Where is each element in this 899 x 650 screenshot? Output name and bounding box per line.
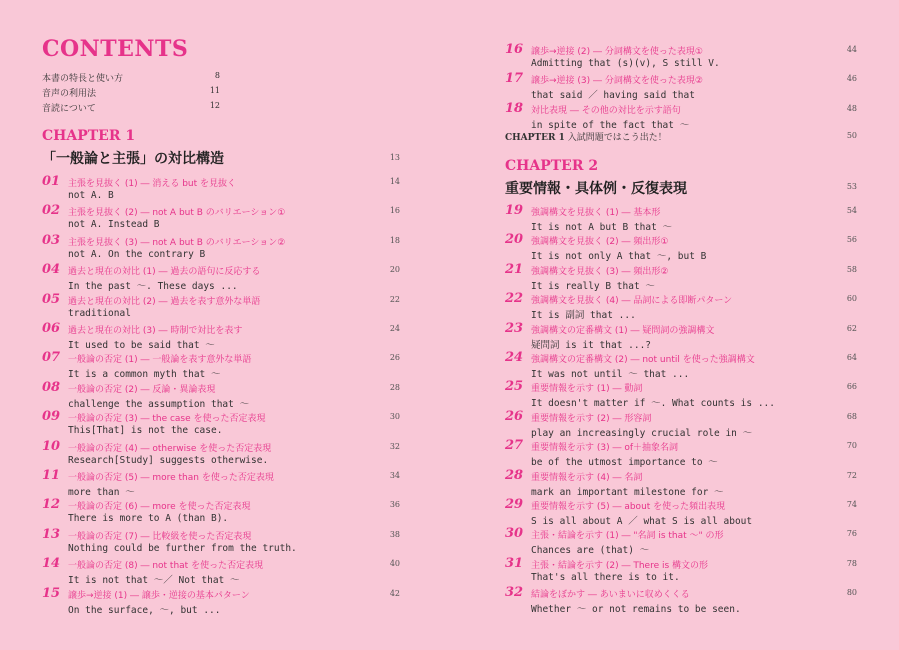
entry-example: That's all there is to it. (531, 571, 680, 583)
entry-title: 重要情報を示す (2) ― 形容詞 (531, 413, 652, 424)
entry-example: that said ／ having said that (531, 90, 695, 102)
entry-example: Research[Study] suggests otherwise. (68, 454, 269, 466)
entry-title: 強調構文を見抜く (2) ― 頻出形① (531, 237, 669, 248)
entry-example: mark an important milestone for 〜 (531, 486, 724, 498)
entry-example: Chances are (that) 〜 (531, 545, 650, 557)
entry-title: 一般論の否定 (1) ― 一般論を表す意外な単語 (68, 355, 252, 366)
entry-number: 13 (42, 526, 61, 542)
entry-title: 強調構文を見抜く (4) ― 品詞による即断パターン (531, 296, 733, 307)
entry-title: 一般論の否定 (5) ― more than を使った否定表現 (68, 473, 274, 483)
chapter-title: 「一般論と主張」の対比構造 (42, 151, 224, 167)
toc-entry[interactable] (42, 232, 400, 265)
entry-example: Whether 〜 or not remains to be seen. (531, 604, 741, 616)
entry-number: 29 (505, 497, 524, 512)
entry-example: Nothing could be further from the truth. (68, 542, 297, 554)
entry-title: 譲歩→逆接 (1) ― 譲歩・逆接の基本パターン (68, 590, 250, 601)
entry-title: 過去と現在の対比 (3) ― 時制で対比を表す (68, 326, 243, 336)
entry-example: It used to be said that 〜 (68, 340, 215, 351)
entry-page: 58 (846, 264, 857, 274)
entry-example: be of the utmost importance to 〜 (531, 457, 718, 469)
entry-number: 24 (505, 350, 524, 365)
entry-title: 一般論の否定 (2) ― 反論・異論表現 (68, 384, 216, 395)
entry-example: It is not only A that 〜, but B (531, 251, 707, 263)
entry-number: 03 (42, 232, 61, 248)
entry-example: It is not A but B that 〜 (531, 222, 673, 233)
entry-number: 25 (505, 379, 524, 395)
entry-example: This[That] is not the case. (68, 425, 223, 437)
entry-number: 01 (42, 174, 61, 189)
entry-example: in spite of the fact that 〜 (531, 119, 690, 131)
toc-entry[interactable] (42, 291, 400, 324)
entry-title: 一般論の否定 (3) ― the case を使った否定表現 (68, 414, 266, 425)
entry-title: 対比表現 ― その他の対比を示す語句 (531, 105, 681, 116)
entry-example: There is more to A (than B). (68, 513, 229, 525)
entry-page: 70 (846, 441, 857, 451)
entry-example: more than 〜 (68, 487, 135, 498)
entry-example: It doesn't matter if 〜. What counts is ... (531, 398, 775, 410)
entry-example: not A. B (68, 190, 114, 201)
entry-number: 26 (505, 408, 524, 424)
entry-title: 過去と現在の対比 (2) ― 過去を表す意外な単語 (68, 296, 261, 307)
entry-number: 17 (505, 71, 524, 87)
entry-page: 56 (846, 235, 857, 245)
entry-page: 34 (389, 471, 400, 480)
toc-entry[interactable] (505, 408, 857, 441)
toc-entry[interactable] (505, 381, 857, 411)
entry-example: not A. Instead B (68, 219, 160, 231)
toc-entry[interactable] (505, 293, 857, 323)
chapter-page: 53 (846, 182, 857, 191)
toc-entry[interactable] (505, 352, 857, 382)
entry-page: 16 (389, 206, 400, 216)
entry-number: 31 (505, 555, 524, 571)
toc-entry[interactable] (505, 44, 857, 74)
entry-page: 46 (846, 74, 857, 84)
entry-example: It is a common myth that 〜 (68, 369, 221, 381)
entry-number: 23 (505, 320, 524, 336)
entry-number: 16 (505, 42, 524, 57)
toc-entry[interactable] (505, 528, 857, 558)
entry-page: 26 (389, 353, 400, 363)
toc-entry[interactable] (505, 499, 857, 529)
entry-number: 11 (42, 468, 61, 483)
toc-entry[interactable] (42, 379, 400, 412)
entry-page: 62 (846, 323, 857, 333)
entry-page: 24 (389, 324, 400, 333)
entry-number: 15 (42, 585, 61, 601)
toc-entry[interactable] (505, 73, 857, 103)
entry-example: In the past 〜. These days ... (68, 281, 238, 293)
entry-number: 10 (42, 438, 61, 454)
entry-page: 48 (846, 103, 857, 113)
entry-page: 80 (846, 588, 857, 598)
entry-title: 強調構文の定番構文 (1) ― 疑問詞の強調構文 (531, 325, 715, 336)
entry-example: traditional (68, 307, 131, 319)
entry-page: 18 (389, 235, 400, 245)
entry-number: 08 (42, 379, 61, 395)
entry-example: It is 副詞 that ... (531, 310, 636, 322)
entry-example: play an increasingly crucial role in 〜 (531, 427, 753, 439)
toc-entry[interactable] (42, 176, 400, 206)
entry-page: 64 (846, 353, 857, 362)
entry-page: 66 (846, 382, 857, 392)
entry-example: not A. On the contrary B (68, 248, 206, 260)
toc-entry[interactable] (42, 352, 400, 382)
toc-entry[interactable] (505, 205, 857, 235)
entry-title: 一般論の否定 (6) ― more を使った否定表現 (68, 502, 251, 513)
toc-entry[interactable] (42, 411, 400, 441)
toc-entry[interactable] (42, 264, 400, 294)
entry-page: 68 (846, 411, 857, 421)
entry-title: 強調構文を見抜く (3) ― 頻出形② (531, 266, 669, 277)
entry-page: 60 (846, 294, 857, 304)
entry-title: 主張・結論を示す (1) ― "名詞 is that 〜" の形 (531, 531, 724, 542)
entry-number: 27 (505, 438, 524, 454)
entry-page: 40 (389, 559, 400, 569)
entry-page: 42 (389, 588, 400, 598)
chapter-exam-page: 50 (846, 131, 857, 140)
entry-title: 一般論の否定 (7) ― 比較級を使った否定表現 (68, 531, 252, 542)
toc-entry[interactable] (505, 234, 857, 264)
entry-page: 54 (846, 206, 857, 215)
entry-title: 主張を見抜く (3) ― not A but B のバリエーション② (68, 237, 286, 248)
entry-title: 重要情報を示す (4) ― 名詞 (531, 472, 643, 483)
entry-number: 12 (42, 497, 61, 513)
entry-page: 38 (389, 529, 400, 539)
toc-entry[interactable] (505, 440, 857, 470)
toc-entry[interactable] (505, 467, 857, 500)
entry-title: 強調構文の定番構文 (2) ― not until を使った強調構文 (531, 355, 755, 365)
entry-example: Admitting that (s)(v), S still V. (531, 58, 720, 69)
toc-entry[interactable] (505, 320, 857, 353)
entry-title: 一般論の否定 (4) ― otherwise を使った否定表現 (68, 443, 272, 454)
entry-example: It is really B that 〜 (531, 280, 655, 292)
entry-title: 譲歩→逆接 (3) ― 分詞構文を使った表現② (531, 76, 703, 87)
chapter-label: CHAPTER 2 (505, 158, 599, 174)
entry-title: 主張を見抜く (1) ― 消える but を見抜く (68, 179, 236, 189)
entry-number: 20 (505, 232, 524, 248)
entry-page: 36 (389, 500, 400, 510)
entry-example: It is not that 〜／ Not that 〜 (68, 575, 240, 587)
toc-entry[interactable] (42, 205, 400, 235)
entry-page: 14 (389, 177, 400, 186)
entry-example: On the surface, 〜, but ... (68, 604, 221, 616)
entry-number: 05 (42, 291, 61, 307)
toc-entry[interactable] (505, 587, 857, 617)
toc-entry[interactable] (505, 100, 857, 133)
toc-entry[interactable] (42, 558, 400, 588)
toc-entry[interactable] (505, 555, 857, 588)
entry-page: 28 (389, 382, 400, 392)
entry-page: 78 (846, 558, 857, 568)
toc-entry[interactable] (42, 499, 400, 529)
toc-entry[interactable] (42, 585, 400, 618)
entry-page: 22 (389, 294, 400, 304)
chapter-title: 重要情報・具体例・反復表現 (505, 181, 687, 197)
toc-entry[interactable] (42, 470, 400, 500)
entry-number: 30 (505, 526, 524, 542)
entry-example: It was not until 〜 that ... (531, 369, 690, 380)
entry-title: 重要情報を示す (1) ― 動詞 (531, 384, 643, 395)
page-title: CONTENTS (42, 36, 189, 62)
entry-number: 22 (505, 291, 524, 307)
toc-entry[interactable] (505, 261, 857, 294)
entry-title: 譲歩→逆接 (2) ― 分詞構文を使った表現① (531, 47, 703, 57)
entry-example: challenge the assumption that 〜 (68, 398, 250, 410)
chapter-label: CHAPTER 1 (42, 128, 136, 144)
entry-page: 74 (846, 500, 857, 509)
entry-number: 06 (42, 321, 61, 336)
entry-title: 重要情報を示す (3) ― of＋抽象名詞 (531, 443, 679, 454)
entry-page: 76 (846, 529, 857, 539)
entry-title: 重要情報を示す (5) ― about を使った頻出表現 (531, 502, 726, 512)
chapter-exam-note[interactable]: CHAPTER 1 入試問題ではこう出た！ (505, 133, 667, 143)
entry-number: 09 (42, 409, 61, 425)
entry-number: 04 (42, 262, 61, 278)
entry-example: 疑問詞 is it that ...? (531, 339, 652, 351)
entry-number: 19 (505, 203, 524, 218)
entry-title: 過去と現在の対比 (1) ― 過去の語句に反応する (68, 267, 261, 278)
entry-example: S is all about A ／ what S is all about (531, 516, 753, 527)
entry-title: 強調構文を見抜く (1) ― 基本形 (531, 208, 661, 218)
entry-page: 20 (389, 265, 400, 275)
entry-page: 72 (846, 470, 857, 480)
entry-title: 主張を見抜く (2) ― not A but B のバリエーション① (68, 208, 286, 219)
entry-title: 主張・結論を示す (2) ― There is 構文の形 (531, 560, 709, 571)
entry-number: 28 (505, 467, 524, 483)
entry-page: 44 (846, 45, 857, 54)
toc-entry[interactable] (42, 526, 400, 559)
entry-number: 32 (505, 585, 524, 601)
entry-page: 30 (389, 412, 400, 422)
entry-number: 18 (505, 100, 524, 116)
entry-page: 32 (389, 441, 400, 451)
entry-title: 結論をぼかす ― あいまいに収めくくる (531, 590, 690, 601)
entry-number: 14 (42, 556, 61, 572)
toc-entry[interactable] (42, 438, 400, 471)
chapter-page: 13 (389, 153, 400, 162)
entry-title: 一般論の否定 (8) ― not that を使った否定表現 (68, 561, 264, 572)
entry-number: 07 (42, 350, 61, 366)
entry-number: 21 (505, 261, 524, 277)
toc-entry[interactable] (42, 323, 400, 353)
entry-number: 02 (42, 203, 61, 219)
